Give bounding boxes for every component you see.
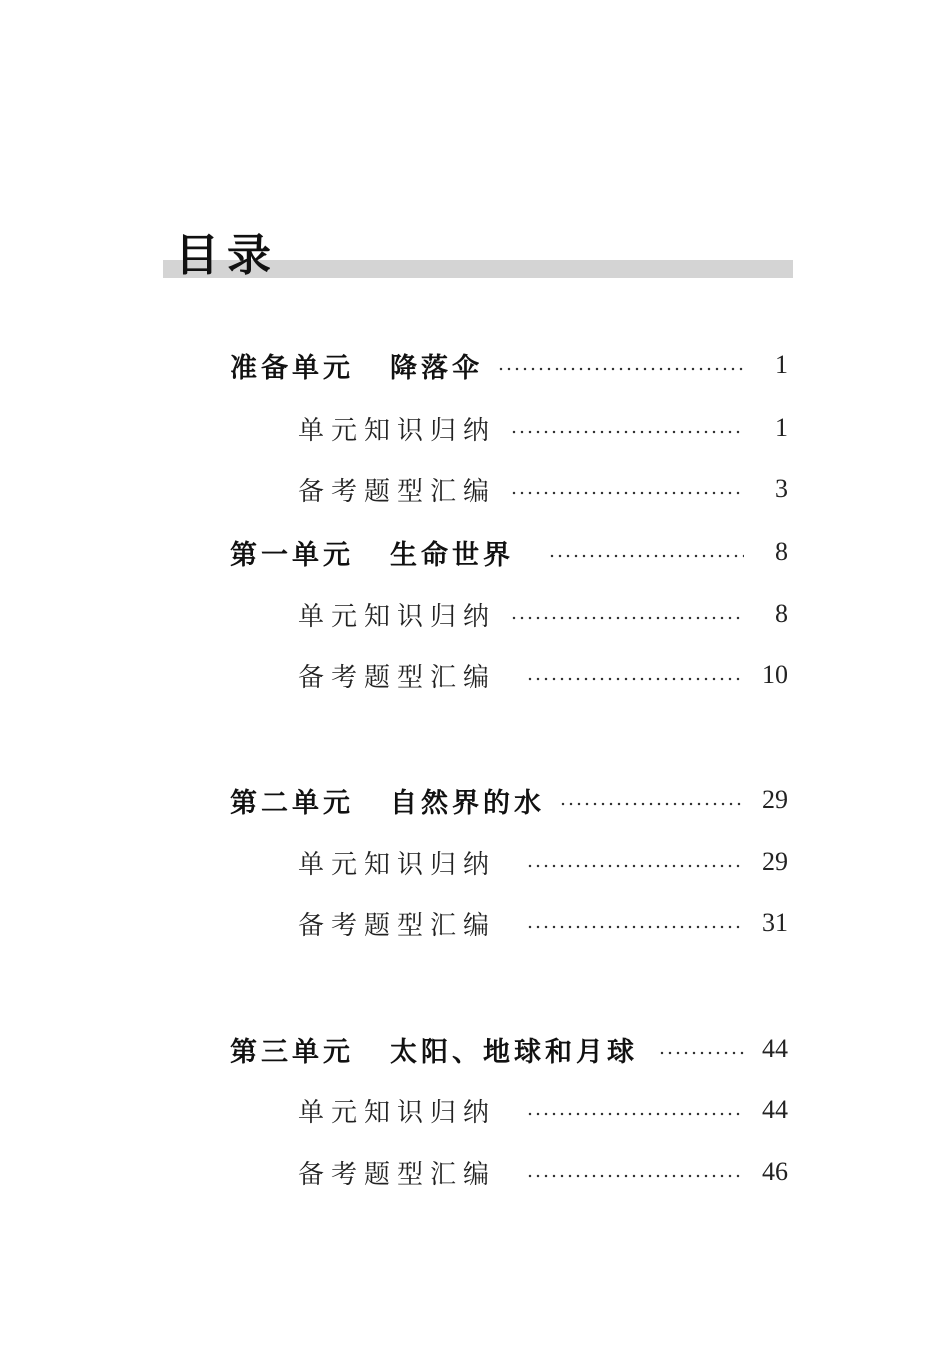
page-number: 29 (762, 847, 788, 876)
section-label: 备考题型汇编 (298, 1159, 497, 1190)
page-number: 44 (762, 1095, 788, 1124)
toc-unit-entry[interactable] (230, 780, 788, 820)
dot-leader (526, 1174, 744, 1178)
toc-unit-entry[interactable] (230, 1029, 788, 1069)
page-title: 目录 (175, 230, 279, 281)
unit-number: 第二单元 (230, 787, 354, 819)
toc-section-entry[interactable] (298, 903, 788, 943)
toc-section-entry[interactable] (298, 408, 788, 448)
dot-leader (526, 864, 744, 868)
page-number: 3 (775, 474, 788, 503)
section-label: 单元知识归纳 (298, 601, 497, 632)
page-number: 31 (762, 908, 788, 937)
page-number: 46 (762, 1157, 788, 1186)
dot-leader (526, 1112, 744, 1116)
toc-section-entry[interactable] (298, 594, 788, 634)
toc-section-entry[interactable] (298, 1090, 788, 1130)
dot-leader (497, 367, 744, 371)
unit-heading (230, 533, 514, 572)
dot-leader (510, 491, 744, 495)
dot-leader (526, 677, 744, 681)
dot-leader (510, 616, 744, 620)
dot-leader (548, 554, 744, 558)
section-label: 备考题型汇编 (298, 662, 497, 693)
dot-leader (526, 925, 744, 929)
unit-number: 第三单元 (230, 1036, 354, 1068)
unit-topic: 太阳、地球和月球 (390, 1036, 638, 1068)
unit-topic: 生命世界 (390, 539, 514, 571)
page-number: 29 (762, 785, 788, 814)
section-label: 备考题型汇编 (298, 476, 497, 507)
unit-number: 第一单元 (230, 539, 354, 571)
page-number: 44 (762, 1034, 788, 1063)
unit-heading (230, 1030, 638, 1069)
section-label: 单元知识归纳 (298, 1097, 497, 1128)
unit-number: 准备单元 (230, 352, 354, 384)
unit-topic: 自然界的水 (390, 787, 545, 819)
page-number: 1 (775, 350, 788, 379)
toc-unit-entry[interactable] (230, 532, 788, 572)
page-number: 10 (762, 660, 788, 689)
page-number: 8 (775, 537, 788, 566)
page-number: 8 (775, 599, 788, 628)
unit-topic: 降落伞 (390, 352, 483, 384)
dot-leader (658, 1051, 744, 1055)
dot-leader (559, 802, 744, 806)
section-label: 备考题型汇编 (298, 910, 497, 941)
toc-section-entry[interactable] (298, 469, 788, 509)
toc-section-entry[interactable] (298, 1152, 788, 1192)
toc-section-entry[interactable] (298, 655, 788, 695)
page-number: 1 (775, 413, 788, 442)
toc-section-entry[interactable] (298, 842, 788, 882)
unit-heading (230, 781, 545, 820)
toc-unit-entry[interactable] (230, 345, 788, 385)
dot-leader (510, 430, 744, 434)
unit-heading (230, 346, 483, 385)
section-label: 单元知识归纳 (298, 849, 497, 880)
section-label: 单元知识归纳 (298, 415, 497, 446)
